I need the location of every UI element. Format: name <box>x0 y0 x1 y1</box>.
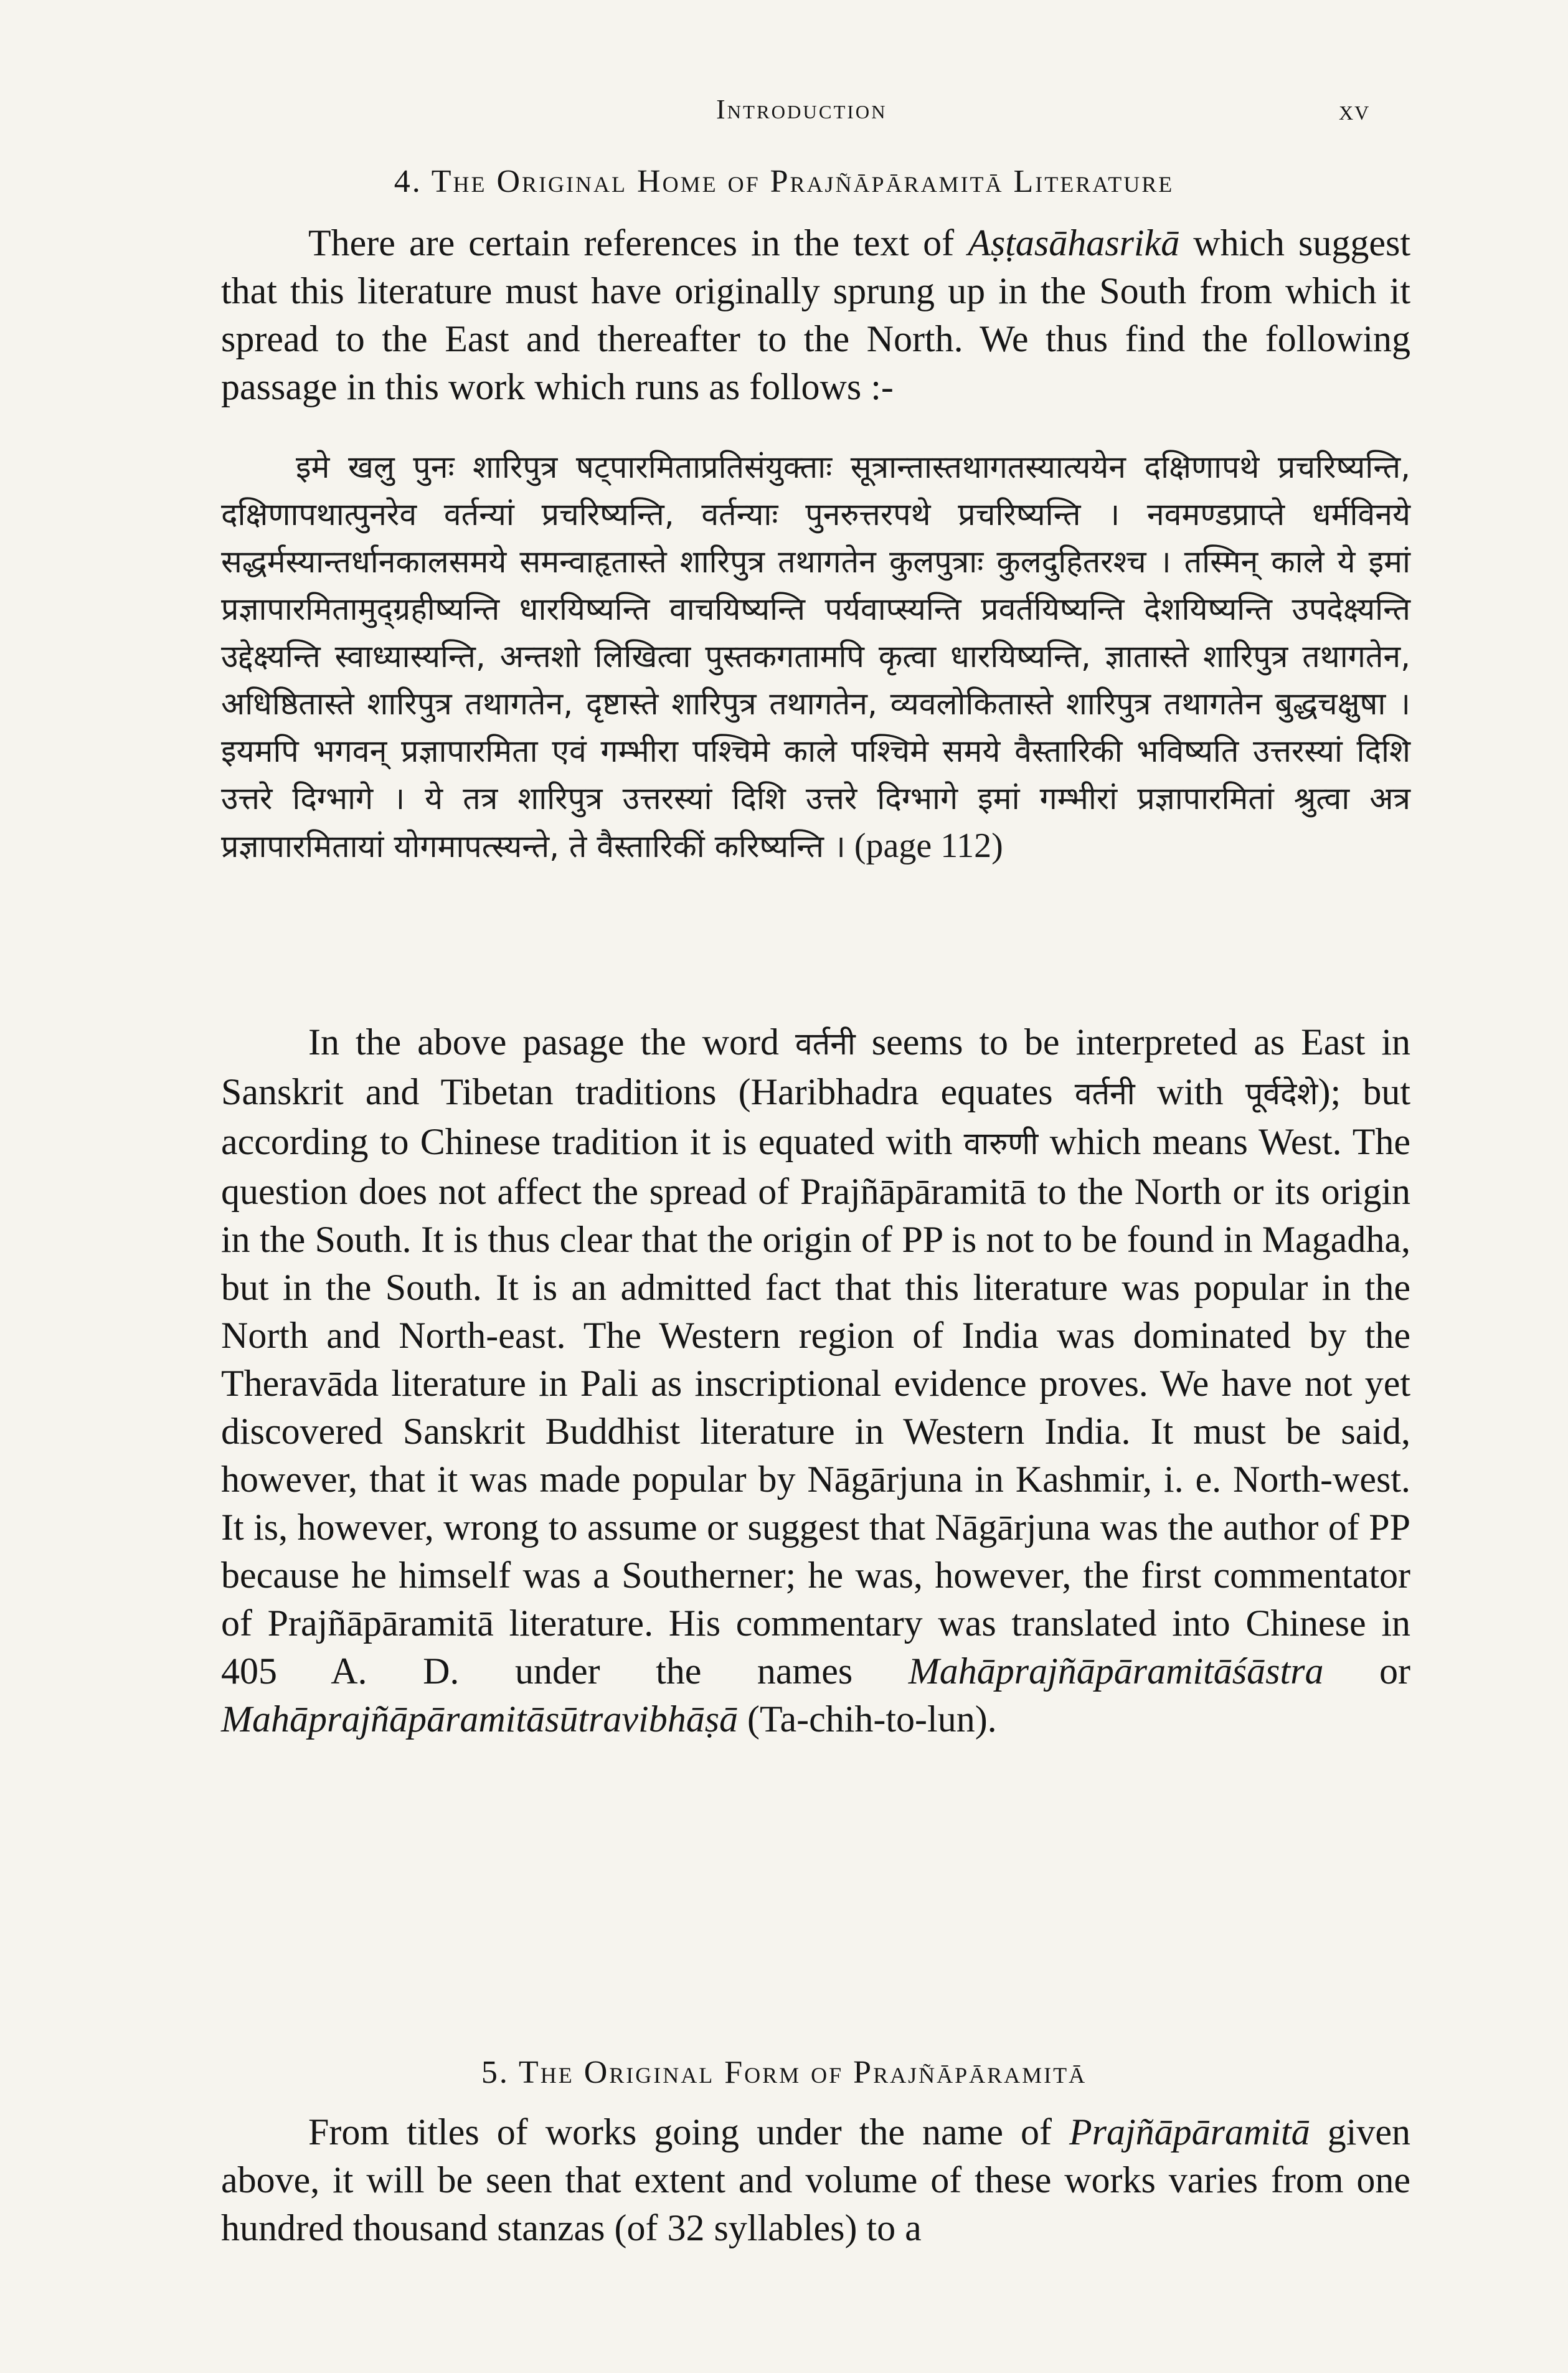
para1-text-a: There are certain references in the text of <box>308 222 968 263</box>
running-title: Introduction <box>716 94 887 125</box>
para2-devanagari-word-2: वर्तनी <box>1074 1076 1135 1112</box>
para2-devanagari-word-4: वारुणी <box>963 1125 1039 1162</box>
sanskrit-text: इमे खलु पुनः शारिपुत्र षट्पारमिताप्रतिसंयुक्ताः सूत्रान्तास्तथागतस्यात्ययेन दक्षिणापथे प्रचरिष्यन्ति, दक्षिणापथात्पुनरेव वर्तन्यां प्रचरिष्यन्ति, वर्तन्याः पुनरुत्तरपथे प्रचरिष्यन्ति । नवमण्डप्राप्ते धर्मविनये सद्धर्मस्यान्तर्धानकालसमये समन्वाहृतास्ते शारिपुत्र तथागतेन कुलपुत्राः कुलदुहितरश्च । तस्मिन् काले ये इमां प्रज्ञापारमितामुद्ग्रहीष्यन्ति धारयिष्यन्ति वाचयिष्यन्ति पर्यवाप्स्यन्ति प्रवर्तयिष्यन्ति देशयिष्यन्ति उपदेक्ष्यन्ति उद्देक्ष्यन्ति स्वाध्यास्यन्ति, अन्तशो लिखित्वा पुस्तकगतामपि कृत्वा धारयिष्यन्ति, ज्ञातास्ते शारिपुत्र तथागतेन, अधिष्ठितास्ते शारिपुत्र तथागतेन, दृष्टास्ते शारिपुत्र तथागतेन, व्यवलोकितास्ते शारिपुत्र तथागतेन बुद्धचक्षुषा । इयमपि भगवन् प्रज्ञापारमिता एवं गम्भीरा पश्चिमे काले पश्चिमे समये वैस्तारिकी भविष्यति उत्तरस्यां दिशि उत्तरे दिग्भागे । ये तत्र शारिपुत्र उत्तरस्यां दिशि उत्तरे दिग्भागे इमां गम्भीरां प्रज्ञापारमितां श्रुत्वा अत्र प्रज्ञापारमितायां योगमापत्स्यन्ते, ते वैस्तारिकीं करिष्यन्ति । <box>221 449 1410 864</box>
section-4-paragraph-1 <box>221 219 1410 411</box>
s5-italic-title: Prajñāpāramitā <box>1069 2111 1310 2153</box>
section-5-heading: 5. The Original Form of Prajñāpāramitā <box>481 2055 1087 2090</box>
sanskrit-page-reference: (page 112) <box>845 827 1003 865</box>
running-head <box>0 93 1568 143</box>
s5-text-b: given above, it will be seen that extent and volume of these works varies from one hundred thousand stanzas (of 32 syllables) to a <box>221 2111 1410 2248</box>
para2-italic-title-2: Mahāprajñāpāramitāsūtravibhāṣā <box>221 1698 739 1740</box>
para2-text-g: (Ta-chih-to-lun). <box>738 1698 997 1740</box>
s5-text-a: From titles of works going under the name of <box>308 2111 1069 2153</box>
para2-devanagari-word-1: वर्तनी <box>795 1026 856 1062</box>
para2-devanagari-word-3: पूर्वदेशे <box>1245 1076 1318 1112</box>
para2-text-e: which means West. The question does not affect the spread of Prajñāpāramitā to the North or its origin in the South. It is thus clear that the origin of PP is not to be found in Magadha, but in the South. It is an admitted fact that this literature was popular in the North and North-east. The Western region of India was dominated by the Theravāda literature in Pali as inscriptional evidence proves. We have not yet discovered Sanskrit Buddhist literature in Western India. It must be said, however, that it was made popular by Nāgārjuna in Kashmir, i. e. North-west. It is, however, wrong to assume or suggest that Nāgārjuna was the author of PP because he himself was a Southerner; he was, however, the first commentator of Prajñāpāramitā literature. His commentary was translated into Chinese in 405 A. D. under the names <box>221 1121 1410 1692</box>
para2-text-f: or <box>1323 1651 1410 1692</box>
para2-italic-title-1: Mahāprajñāpāramitāśāstra <box>908 1651 1324 1692</box>
section-5-paragraph-1 <box>221 2108 1410 2252</box>
section-4-heading: 4. The Original Home of Prajñāpāramitā Literature <box>394 164 1174 199</box>
para2-text-d: ); but according to Chinese tradition it is equated with <box>221 1071 1411 1162</box>
para1-italic-title: Aṣṭasāhasrikā <box>968 222 1180 263</box>
sanskrit-quotation <box>221 443 1410 870</box>
para2-text-c: with <box>1135 1071 1245 1112</box>
para1-text-b: which suggest that this literature must have originally sprung up in the South from which it spread to the East and thereafter to the North. We thus find the following passage in this work which runs as follows :- <box>221 222 1410 407</box>
page-number: xv <box>1339 94 1371 126</box>
para2-text-a: In the above pasage the word <box>308 1021 795 1063</box>
section-4-paragraph-2 <box>221 1018 1410 1743</box>
para2-text-b: seems to be interpreted as East in Sanskrit and Tibetan traditions (Haribhadra equates <box>221 1021 1410 1112</box>
